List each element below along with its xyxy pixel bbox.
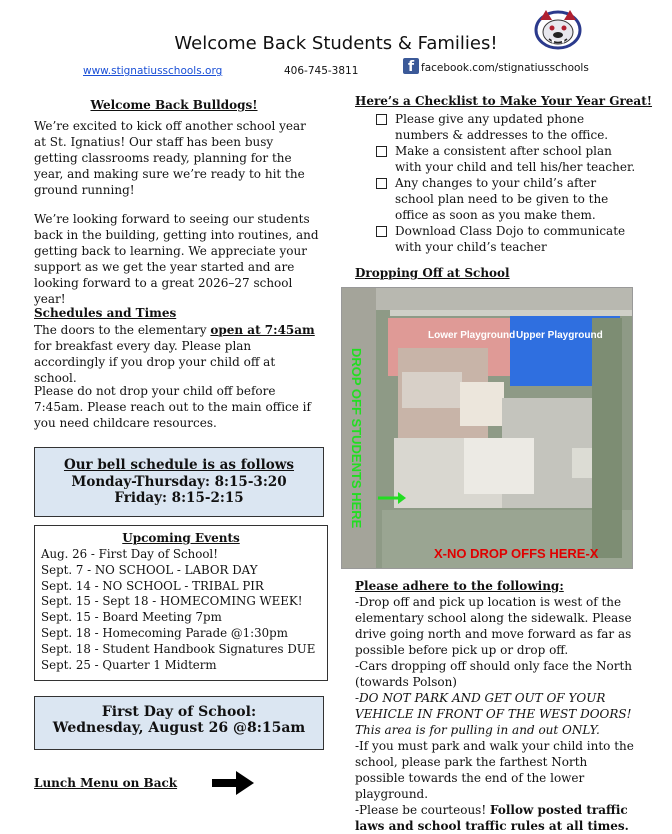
schedules-para-2: Please do not drop your child off before 7:45am. Please reach out to the main office if you need childcare resources. [34, 384, 311, 430]
event-item: Sept. 7 - NO SCHOOL - LABOR DAY [41, 562, 258, 577]
adhere-heading: Please adhere to the following: [355, 579, 564, 593]
facebook-text: facebook.com/stignatiusschools [421, 62, 589, 74]
phone-number: 406-745-3811 [284, 65, 359, 77]
page-title: Welcome Back Students & Families! [174, 33, 498, 54]
checklist-item[interactable] [376, 175, 638, 223]
drop-off-here-label: DROP OFF STUDENTS HERE [349, 348, 364, 529]
first-day-box [34, 696, 324, 750]
rule-1: -Drop off and pick up location is west of the elementary school along the sidewalk. Please drive going north and move forward as far as possible before pick up or drop off. [355, 595, 632, 657]
schedules-heading: Schedules and Times [34, 306, 177, 320]
first-day-date: Wednesday, August 26 @8:15am [52, 720, 306, 736]
bell-schedule-box [34, 447, 324, 517]
dropoff-aerial-map [341, 287, 633, 569]
rule-4: -If you must park and walk your child into the school, please park the farthest North possible towards the end of the lower playground. [355, 739, 634, 801]
event-item: Sept. 14 - NO SCHOOL - TRIBAL PIR [41, 578, 264, 593]
right-arrow-icon [212, 771, 254, 799]
checklist-item-label: Download Class Dojo to communicate with your child’s teacher [395, 224, 626, 254]
schedules-text-post: for breakfast every day. Please plan accordingly if you drop your child off at school. [34, 339, 276, 385]
rule-5-text: -Please be courteous! [355, 803, 490, 817]
schedules-text: The doors to the elementary [34, 323, 211, 337]
welcome-para-2: We’re looking forward to seeing our students back in the building, getting into routines, and getting back to learning. We appreciate your support as we get the year started and are looking forward to a great 2026–27 school year! [34, 212, 319, 306]
events-title: Upcoming Events [122, 531, 240, 545]
checkbox[interactable] [376, 226, 387, 237]
upper-playground-label: Upper Playground [516, 330, 603, 341]
lower-playground-label: Lower Playground [428, 330, 516, 341]
facebook-link[interactable] [403, 58, 589, 74]
event-item: Sept. 15 - Sept 18 - HOMECOMING WEEK! [41, 594, 303, 609]
rule-2: -Cars dropping off should only face the North (towards Polson) [355, 659, 633, 689]
lunch-menu-link[interactable]: Lunch Menu on Back [34, 776, 178, 790]
event-item: Sept. 25 - Quarter 1 Midterm [41, 657, 217, 672]
checklist-heading: Here’s a Checklist to Make Your Year Great! [355, 94, 653, 108]
checklist-item[interactable] [376, 143, 638, 175]
checklist-item[interactable] [376, 223, 638, 255]
checklist-item-label: Make a consistent after school plan with your child and tell his/her teacher. [395, 144, 636, 174]
bulldog-mascot-logo [532, 6, 584, 52]
upcoming-events-box [34, 525, 328, 681]
event-item: Aug. 26 - First Day of School! [41, 547, 218, 561]
dropoff-heading: Dropping Off at School [355, 266, 510, 280]
checklist [376, 111, 638, 255]
checkbox[interactable] [376, 146, 387, 157]
events-list [41, 547, 327, 673]
welcome-heading: Welcome Back Bulldogs! [90, 98, 258, 112]
rule-5-bold: Follow posted traffic laws and school traffic rules at all times. [355, 803, 629, 833]
checkbox[interactable] [376, 178, 387, 189]
first-day-label: First Day of School: [101, 704, 257, 720]
open-time: open at 7:45am [210, 323, 315, 337]
event-item: Sept. 18 - Student Handbook Signatures DUE [41, 641, 316, 656]
adhere-rules [355, 594, 637, 834]
facebook-icon: f [403, 58, 419, 74]
rule-3: -DO NOT PARK AND GET OUT OF YOUR VEHICLE IN FRONT OF THE WEST DOORS! This area is for pulling in and out ONLY. [355, 691, 632, 737]
welcome-para-1: We’re excited to kick off another school year at St. Ignatius! Our staff has been busy getting classrooms ready, planning for the year, and making sure we’re ready to hit the ground running! [34, 119, 306, 197]
checkbox[interactable] [376, 114, 387, 125]
checklist-item-label: Please give any updated phone numbers & addresses to the office. [395, 112, 609, 142]
no-drop-off-label: X-NO DROP OFFS HERE-X [434, 546, 599, 561]
checklist-item-label: Any changes to your child’s after school plan need to be given to the office as soon as you make them. [395, 176, 609, 222]
bell-mon-thu: Monday-Thursday: 8:15-3:20 [71, 474, 287, 490]
checklist-item[interactable] [376, 111, 638, 143]
bell-schedule-title: Our bell schedule is as follows [63, 457, 295, 473]
event-item: Sept. 15 - Board Meeting 7pm [41, 610, 222, 625]
event-item: Sept. 18 - Homecoming Parade @1:30pm [41, 625, 288, 640]
schedules-para-1 [34, 322, 319, 386]
website-link[interactable]: www.stignatiusschools.org [83, 65, 223, 77]
bell-friday: Friday: 8:15-2:15 [114, 490, 244, 506]
rule-5 [355, 802, 637, 834]
